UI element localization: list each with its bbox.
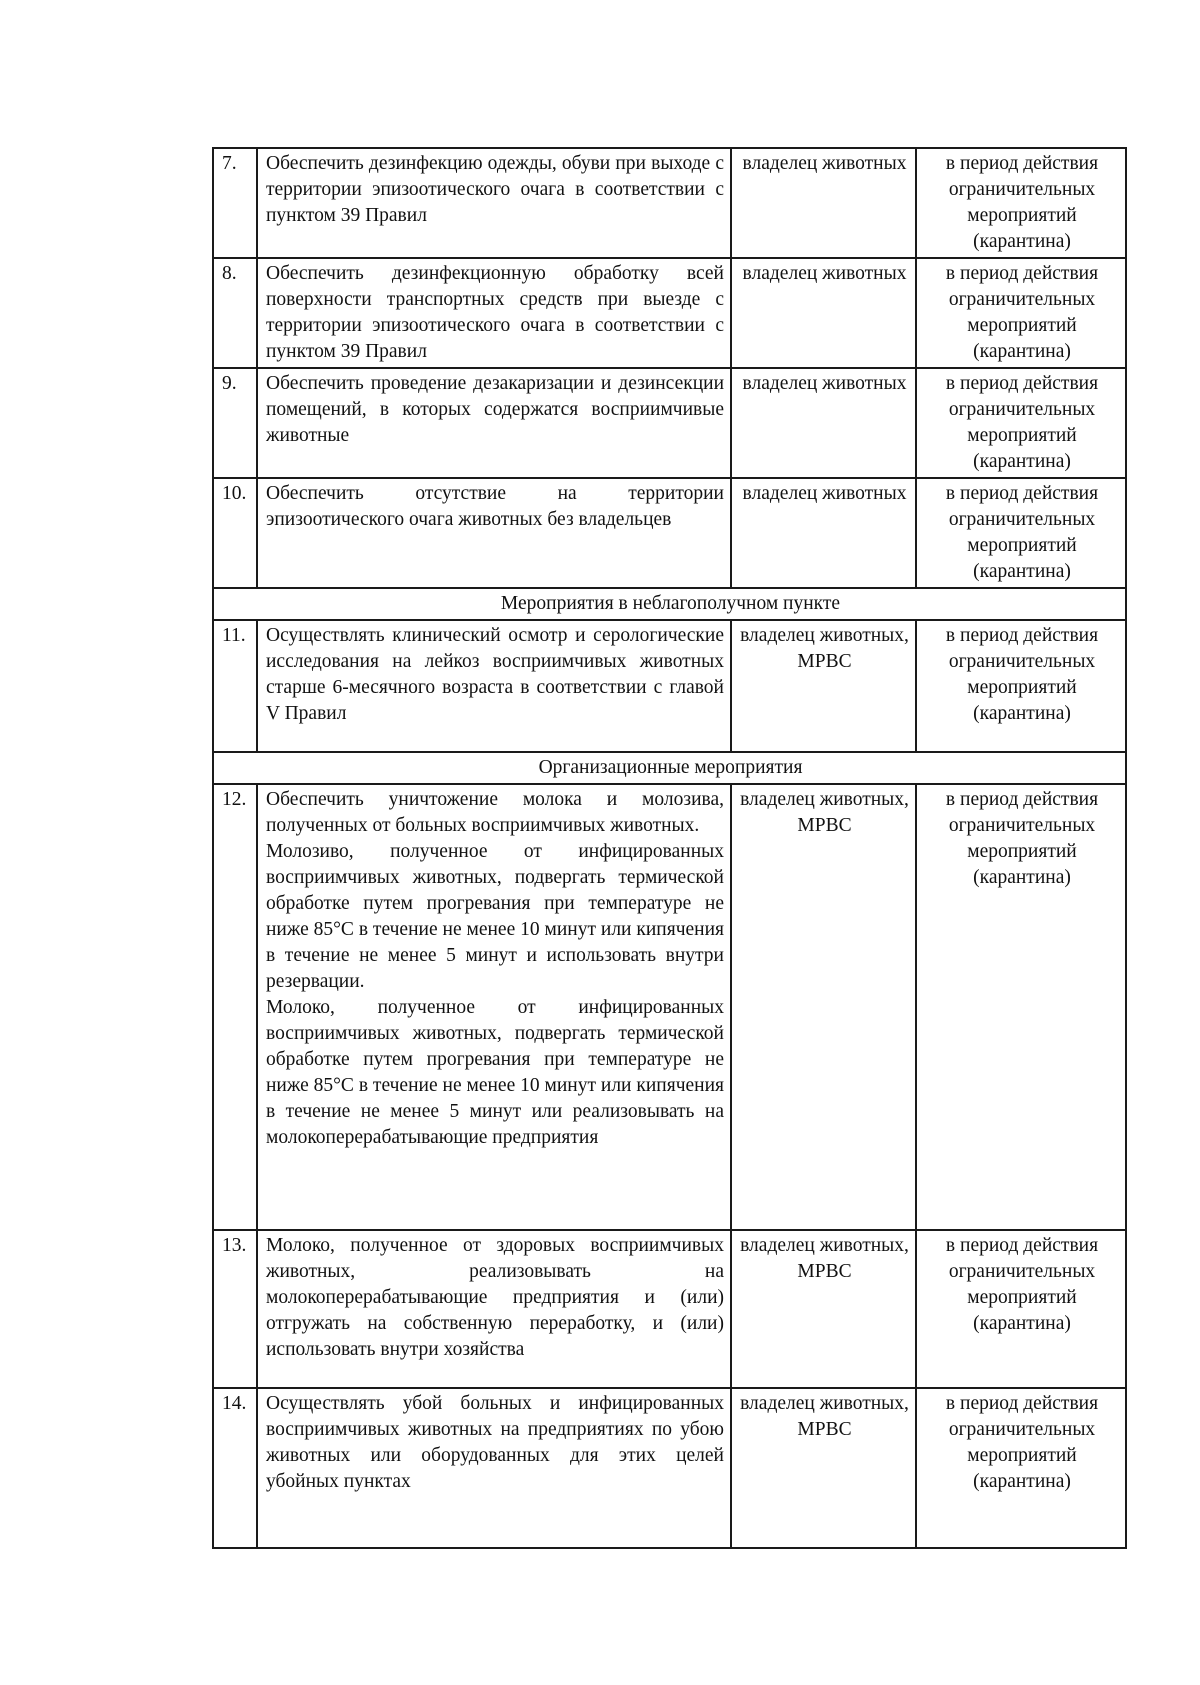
section-row — [213, 752, 1126, 784]
period-cell: в период действия ограничительных мероприятий (карантина) — [916, 620, 1126, 752]
period-cell: в период действия ограничительных мероприятий (карантина) — [916, 368, 1126, 478]
row-number: 12. — [213, 784, 257, 1230]
responsible-cell: владелец животных — [731, 478, 916, 588]
measure-paragraph: Обеспечить дезинфекцию одежды, обуви при выходе с территории эпизоотического очага в соответствии с пунктом 39 Правил — [266, 153, 724, 226]
row-number: 8. — [213, 258, 257, 368]
table-row — [213, 784, 1126, 1230]
measure-paragraph: Молоко, полученное от инфицированных восприимчивых животных, подвергать термической обработке путем прогревания при температуре не ниже 85°С в течение не менее 10 минут или кипячения в течение не менее 5 минут или реализовывать на молокоперерабатывающие предприятия — [266, 997, 724, 1148]
period-cell: в период действия ограничительных мероприятий (карантина) — [916, 1230, 1126, 1388]
table-row — [213, 620, 1126, 752]
section-heading: Организационные мероприятия — [213, 752, 1126, 784]
responsible-cell: владелец животных, МРВС — [731, 620, 916, 752]
section-row — [213, 588, 1126, 620]
measure-paragraph: Молозиво, полученное от инфицированных восприимчивых животных, подвергать термической обработке путем прогревания при температуре не ниже 85°С в течение не менее 10 минут или кипячения в течение не менее 5 минут и использовать внутри резервации. — [266, 841, 724, 992]
measure-paragraph: Обеспечить отсутствие на территории эпизоотического очага животных без владельцев — [266, 483, 724, 530]
measure-paragraph: Осуществлять клинический осмотр и серологические исследования на лейкоз восприимчивых животных старше 6-месячного возраста в соответствии с главой V Правил — [266, 625, 724, 724]
section-heading: Мероприятия в неблагополучном пункте — [213, 588, 1126, 620]
measure-text — [257, 258, 731, 368]
row-number: 7. — [213, 148, 257, 258]
measure-text — [257, 478, 731, 588]
period-cell: в период действия ограничительных мероприятий (карантина) — [916, 258, 1126, 368]
responsible-cell: владелец животных — [731, 148, 916, 258]
responsible-cell: владелец животных — [731, 258, 916, 368]
measure-paragraph: Молоко, полученное от здоровых восприимчивых животных, реализовывать на молокоперерабатывающие предприятия и (или) отгружать на собственную переработку, и (или) использовать внутри хозяйства — [266, 1235, 724, 1360]
measure-text — [257, 1388, 731, 1548]
row-number: 11. — [213, 620, 257, 752]
row-number: 9. — [213, 368, 257, 478]
measure-text — [257, 1230, 731, 1388]
period-cell: в период действия ограничительных мероприятий (карантина) — [916, 148, 1126, 258]
row-number: 13. — [213, 1230, 257, 1388]
period-cell: в период действия ограничительных мероприятий (карантина) — [916, 784, 1126, 1230]
responsible-cell: владелец животных — [731, 368, 916, 478]
measure-paragraph: Обеспечить уничтожение молока и молозива, полученных от больных восприимчивых животных. — [266, 789, 724, 836]
period-cell: в период действия ограничительных мероприятий (карантина) — [916, 1388, 1126, 1548]
measures-table — [212, 147, 1127, 1549]
table-row — [213, 258, 1126, 368]
measure-text — [257, 368, 731, 478]
responsible-cell: владелец животных, МРВС — [731, 784, 916, 1230]
period-cell: в период действия ограничительных мероприятий (карантина) — [916, 478, 1126, 588]
table-row — [213, 478, 1126, 588]
measure-paragraph: Обеспечить дезинфекционную обработку всей поверхности транспортных средств при выезде с территории эпизоотического очага в соответствии с пунктом 39 Правил — [266, 263, 724, 362]
table-row — [213, 1230, 1126, 1388]
table-row — [213, 1388, 1126, 1548]
measure-text — [257, 784, 731, 1230]
table-row — [213, 148, 1126, 258]
row-number: 10. — [213, 478, 257, 588]
measure-text — [257, 148, 731, 258]
measure-paragraph: Осуществлять убой больных и инфицированных восприимчивых животных на предприятиях по убою животных или оборудованных для этих целей убойных пунктах — [266, 1393, 724, 1492]
responsible-cell: владелец животных, МРВС — [731, 1388, 916, 1548]
table-row — [213, 368, 1126, 478]
row-number: 14. — [213, 1388, 257, 1548]
measure-paragraph: Обеспечить проведение дезакаризации и дезинсекции помещений, в которых содержатся восприимчивые животные — [266, 373, 724, 446]
responsible-cell: владелец животных, МРВС — [731, 1230, 916, 1388]
measure-text — [257, 620, 731, 752]
